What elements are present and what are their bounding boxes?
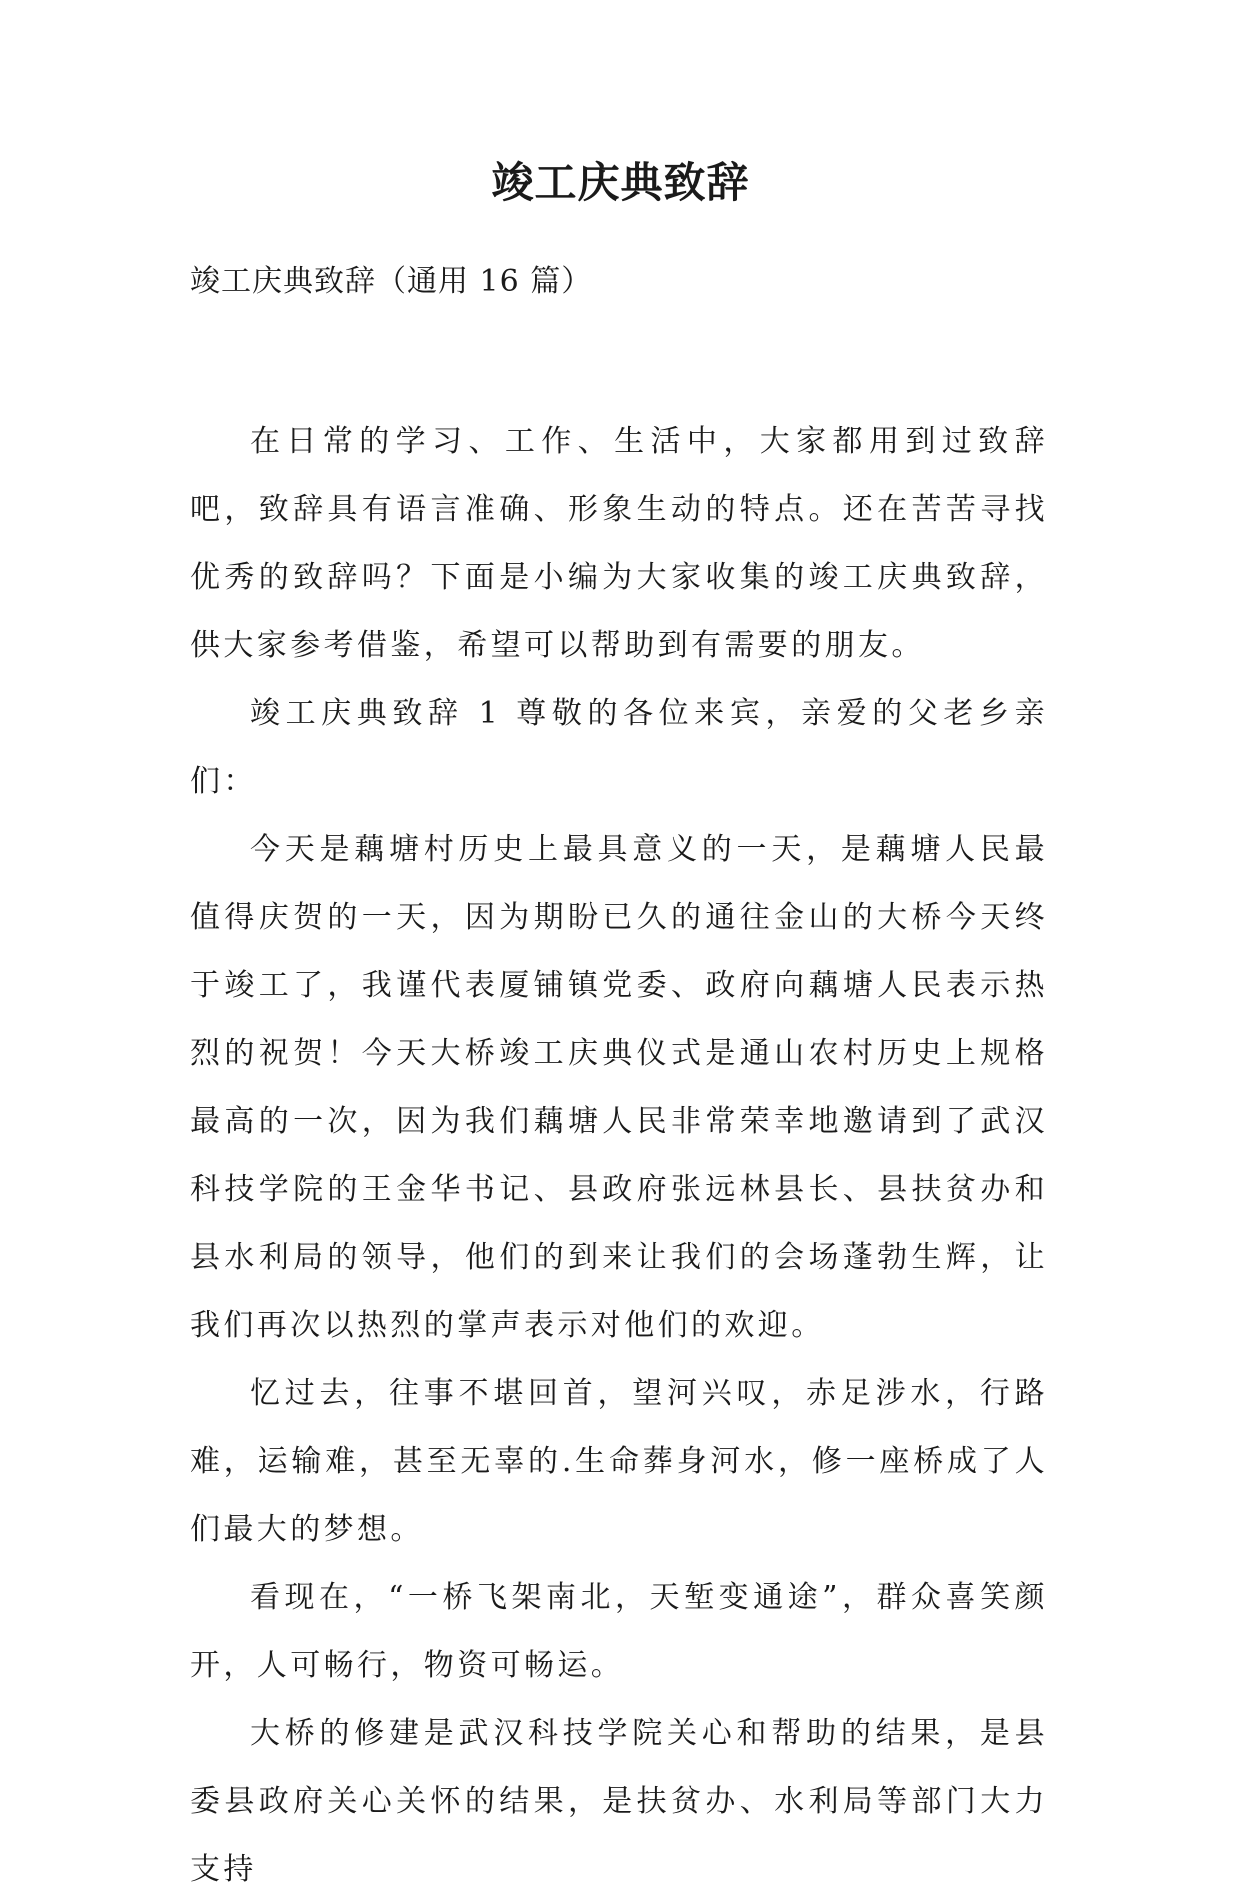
document-body xyxy=(190,408,1048,1904)
paragraph-opening: 今天是藕塘村历史上最具意义的一天，是藕塘人民最值得庆贺的一天，因为期盼已久的通往金山的大桥今天终于竣工了，我谨代表厦铺镇党委、政府向藕塘人民表示热烈的祝贺！今天大桥竣工庆典仪式是通山农村历史上规格最高的一次，因为我们藕塘人民非常荣幸地邀请到了武汉科技学院的王金华书记、县政府张远林县长、县扶贫办和县水利局的领导，他们的到来让我们的会场蓬勃生辉，让我们再次以热烈的掌声表示对他们的欢迎。 xyxy=(190,832,1048,1343)
paragraph-past: 忆过去，往事不堪回首，望河兴叹，赤足涉水，行路难，运输难，甚至无辜的.生命葬身河水，修一座桥成了人们最大的梦想。 xyxy=(190,1376,1048,1547)
paragraph-thanks: 大桥的修建是武汉科技学院关心和帮助的结果，是县委县政府关心关怀的结果，是扶贫办、水利局等部门大力支持 xyxy=(190,1716,1048,1887)
paragraph-salutation: 竣工庆典致辞 1 尊敬的各位来宾，亲爱的父老乡亲们： xyxy=(190,696,1048,799)
document-subtitle: 竣工庆典致辞（通用 16 篇） xyxy=(190,264,593,299)
paragraph-present: 看现在，“一桥飞架南北，天堑变通途”，群众喜笑颜开，人可畅行，物资可畅运。 xyxy=(190,1580,1048,1683)
page-title: 竣工庆典致辞 xyxy=(491,158,750,207)
paragraph-intro: 在日常的学习、工作、生活中，大家都用到过致辞吧，致辞具有语言准确、形象生动的特点。还在苦苦寻找优秀的致辞吗？下面是小编为大家收集的竣工庆典致辞，供大家参考借鉴，希望可以帮助到有需要的朋友。 xyxy=(190,424,1048,663)
